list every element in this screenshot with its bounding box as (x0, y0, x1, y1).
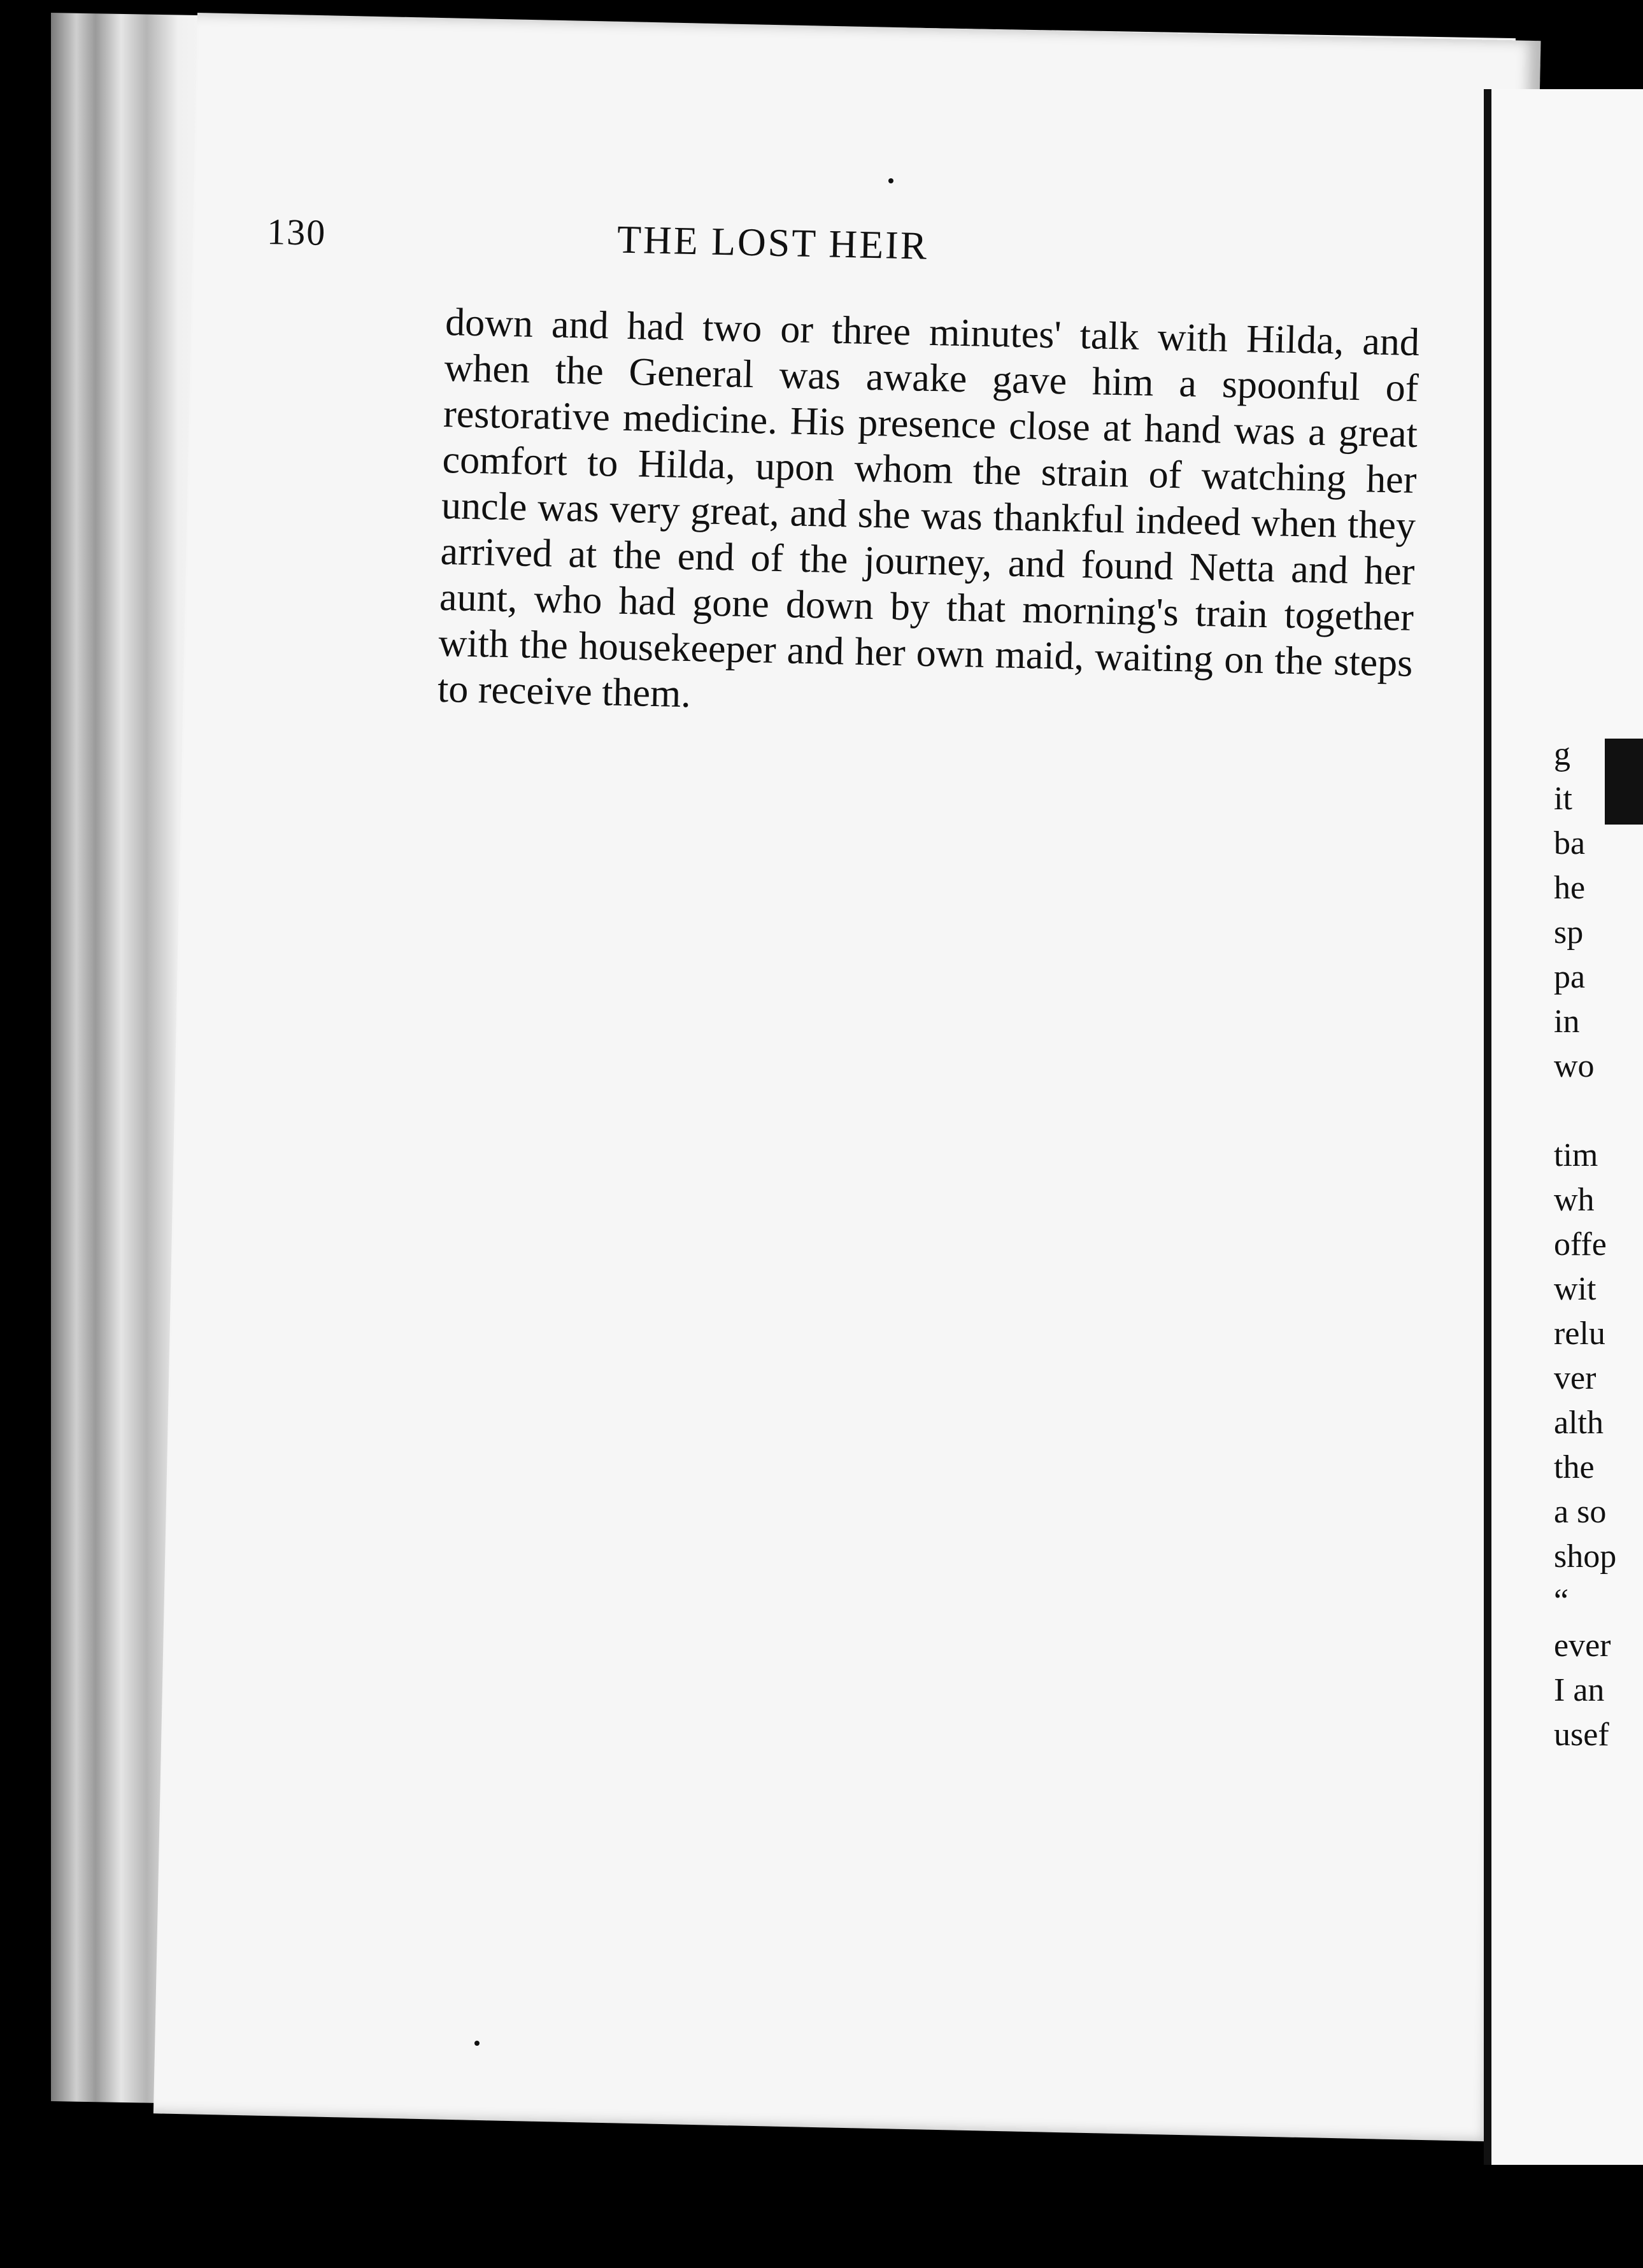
right-fragment: ba (1554, 825, 1586, 861)
right-fragment: ver (1554, 1360, 1597, 1396)
page-speck (888, 178, 893, 183)
right-fragment: ever (1554, 1627, 1611, 1664)
right-fragment: tim (1554, 1137, 1598, 1173)
right-fragment (1554, 1089, 1643, 1133)
right-fragment: wh (1554, 1182, 1595, 1218)
right-fragment: pa (1554, 959, 1586, 995)
right-fragment: in (1554, 1003, 1580, 1040)
right-fragment: wit (1554, 1271, 1597, 1307)
right-fragment: offe (1554, 1226, 1607, 1263)
right-fragment: g (1554, 736, 1570, 772)
right-fragment: relu (1554, 1315, 1605, 1352)
page-number: 130 (266, 210, 327, 253)
right-fragment: “ (1554, 1583, 1569, 1619)
right-fragment: the (1554, 1449, 1595, 1485)
right-fragment: sp (1554, 914, 1584, 951)
right-fragment: alth (1554, 1405, 1604, 1441)
right-fragment: wo (1554, 1048, 1595, 1084)
running-head-title: THE LOST HEIR (616, 218, 929, 268)
right-fragment: I an (1554, 1672, 1605, 1708)
right-fragment: shop (1554, 1538, 1617, 1575)
page-speck (474, 2041, 480, 2046)
right-page-text-fragments (1554, 732, 1643, 1757)
body-paragraph: down and had two or three minutes' talk with Hilda, and when the General was awake gave him a spoonful of restorative medicine. His presence close at hand was a great comfort to Hilda, upon whom the strain of watching her uncle was very great, and she was thankful indeed when they arrived at the end of the journey, and found Netta and her aunt, who had gone down by that morning's train together with the housekeeper and her own maid, waiting on the steps to receive them. (437, 300, 1420, 716)
body-text-block (437, 299, 1419, 732)
right-fragment: it (1554, 781, 1572, 817)
right-fragment: usef (1554, 1717, 1609, 1753)
right-fragment: a so (1554, 1494, 1607, 1530)
right-fragment: he (1554, 870, 1586, 906)
